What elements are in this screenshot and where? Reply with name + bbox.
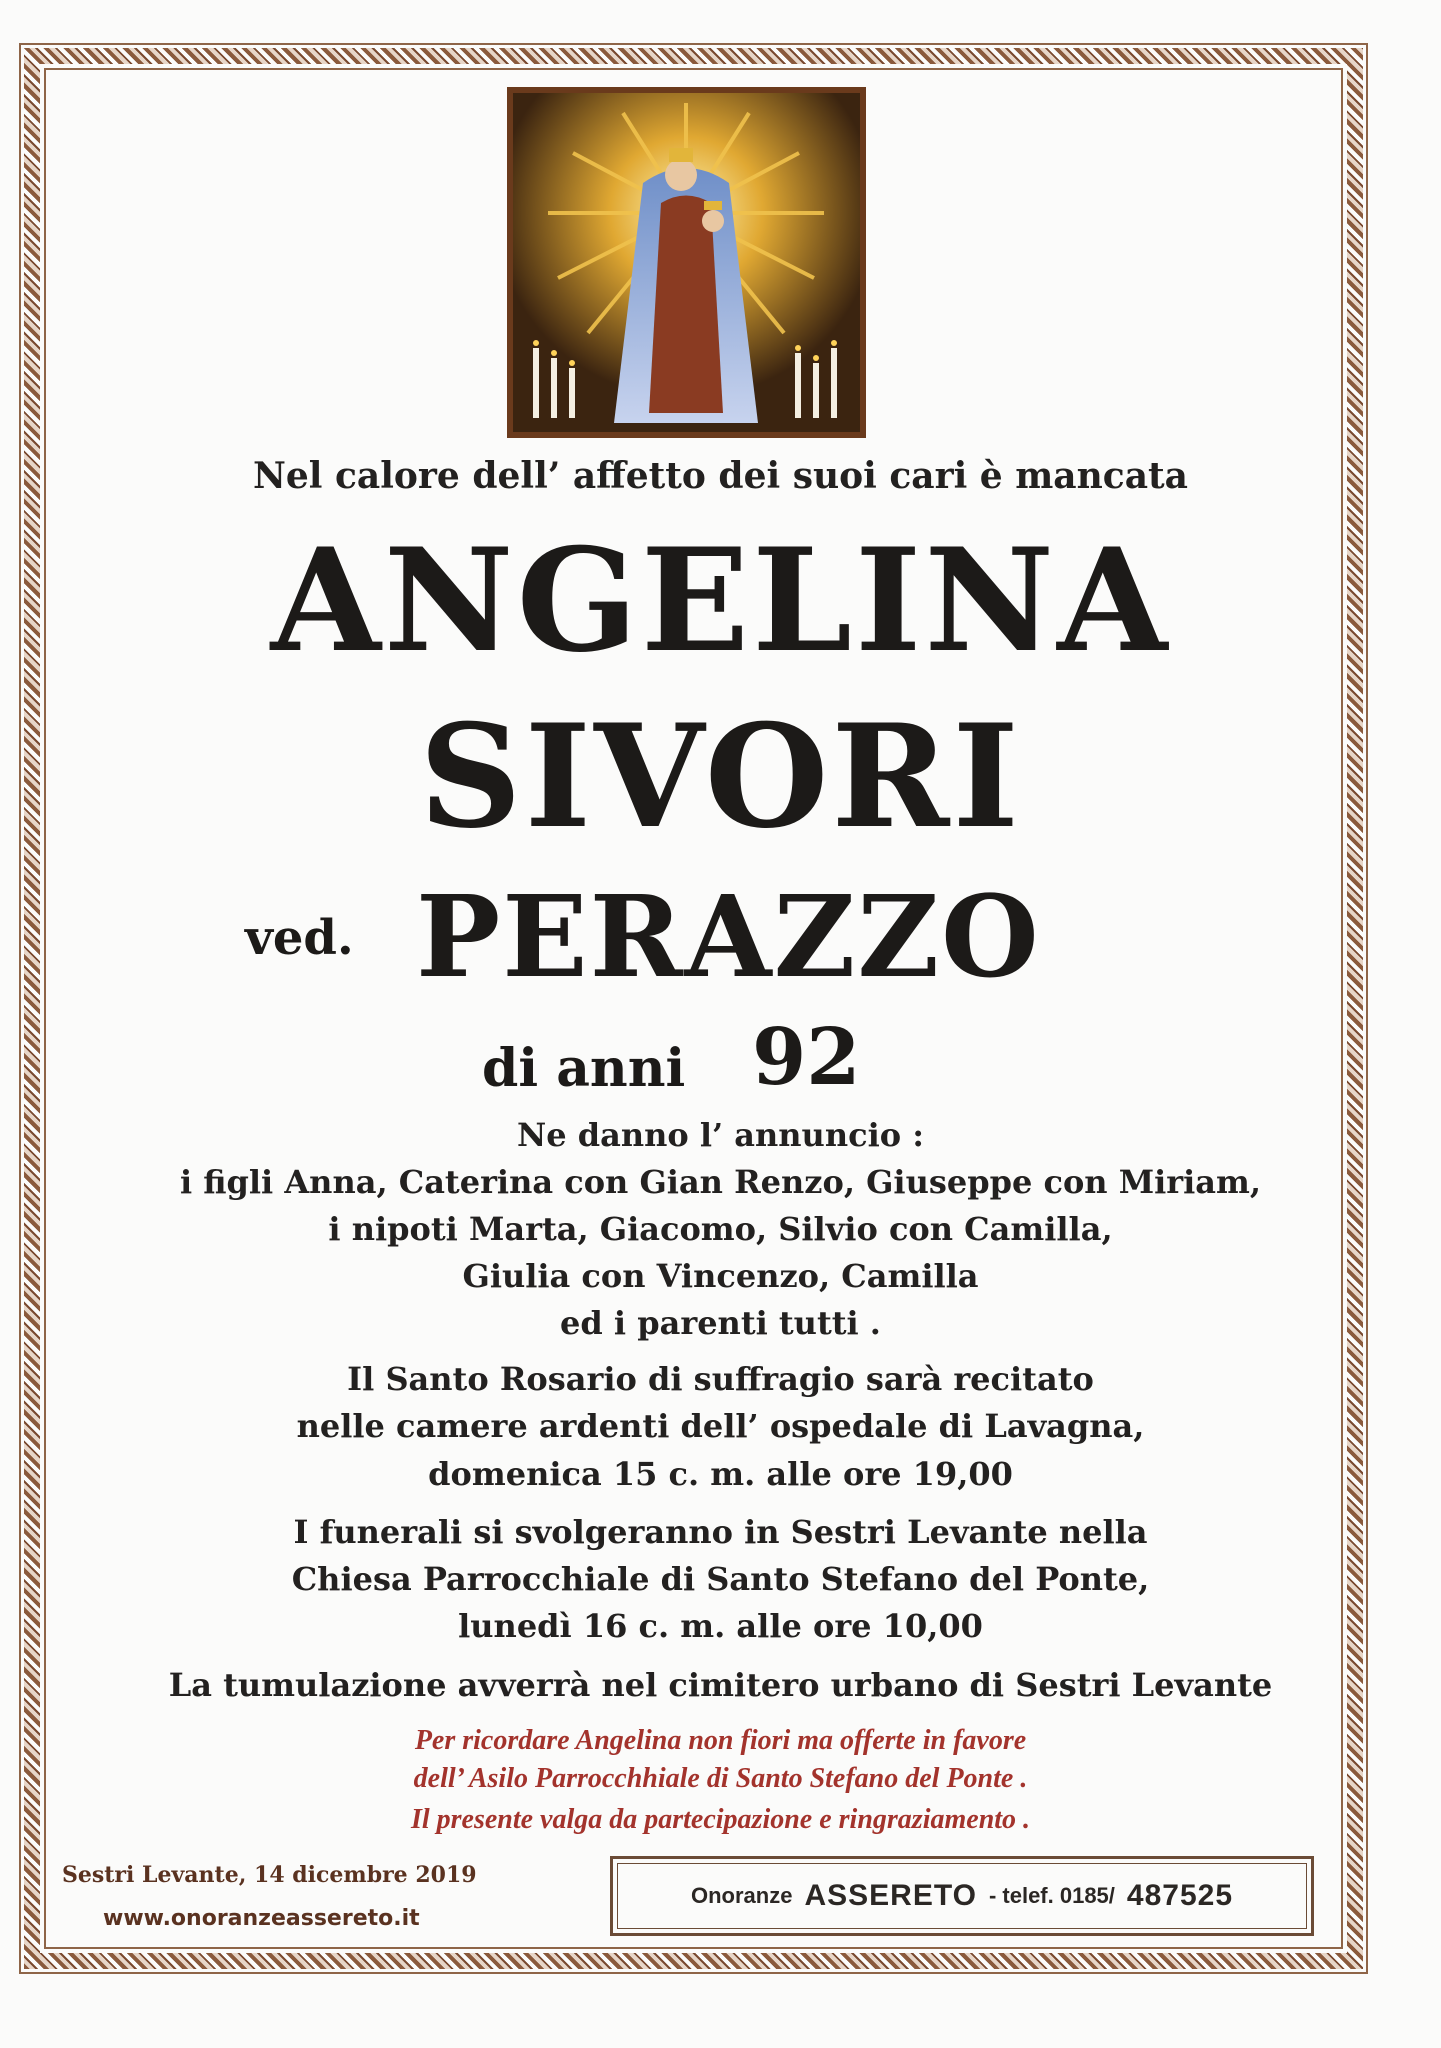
announcement-line: Giulia con Vincenzo, Camilla xyxy=(462,1257,979,1295)
married-name-row xyxy=(0,872,1441,1003)
age-value: 92 xyxy=(752,1012,861,1103)
website-link[interactable]: www.onoranzeassereto.it xyxy=(103,1906,420,1931)
place-date: Sestri Levante, 14 dicembre 2019 xyxy=(62,1862,477,1888)
phone-number: 487525 xyxy=(1126,1879,1234,1912)
age-row xyxy=(0,1012,1441,1102)
announcement-line: ed i parenti tutti . xyxy=(560,1304,881,1342)
burial-line: La tumulazione avverrà nel cimitero urbano di Sestri Levante xyxy=(168,1666,1273,1704)
funeral-line: I funerali si svolgeranno in Sestri Levante nella xyxy=(293,1513,1148,1551)
married-name: PERAZZO xyxy=(416,872,1041,1003)
request-line: Il presente valga da partecipazione e ringraziamento . xyxy=(410,1804,1031,1835)
request-line: dell’ Asilo Parrocchhiale di Santo Stefano del Ponte . xyxy=(413,1763,1028,1794)
agency-prefix: Onoranze xyxy=(690,1883,793,1908)
agency-name: ASSERETO xyxy=(804,1879,977,1912)
phone-label: - telef. 0185/ xyxy=(988,1883,1115,1908)
rosary-line: domenica 15 c. m. alle ore 19,00 xyxy=(428,1455,1013,1493)
announcement-line: i nipoti Marta, Giacomo, Silvio con Camilla, xyxy=(328,1210,1113,1248)
request-line: Per ricordare Angelina non fiori ma offerte in favore xyxy=(414,1725,1027,1756)
rosary-line: nelle camere ardenti dell’ ospedale di Lavagna, xyxy=(296,1407,1145,1445)
madonna-picture xyxy=(507,87,866,438)
announcement-line: Ne danno l’ annuncio : xyxy=(516,1116,925,1154)
funeral-line: Chiesa Parrocchiale di Santo Stefano del Ponte, xyxy=(291,1560,1150,1598)
agency-box xyxy=(610,1856,1314,1936)
age-label: di anni xyxy=(482,1038,686,1099)
agency-inner xyxy=(617,1863,1307,1929)
announcement-line: i figli Anna, Caterina con Gian Renzo, Giuseppe con Miriam, xyxy=(179,1163,1262,1201)
first-name: ANGELINA xyxy=(270,518,1171,684)
surname: SIVORI xyxy=(419,694,1022,860)
madonna-with-child-icon xyxy=(513,93,860,432)
intro-text: Nel calore dell’ affetto dei suoi cari è mancata xyxy=(252,455,1189,497)
rosary-line: Il Santo Rosario di suffragio sarà recitato xyxy=(347,1360,1094,1398)
widow-prefix: ved. xyxy=(245,910,354,966)
funeral-line: lunedì 16 c. m. alle ore 10,00 xyxy=(458,1607,983,1645)
